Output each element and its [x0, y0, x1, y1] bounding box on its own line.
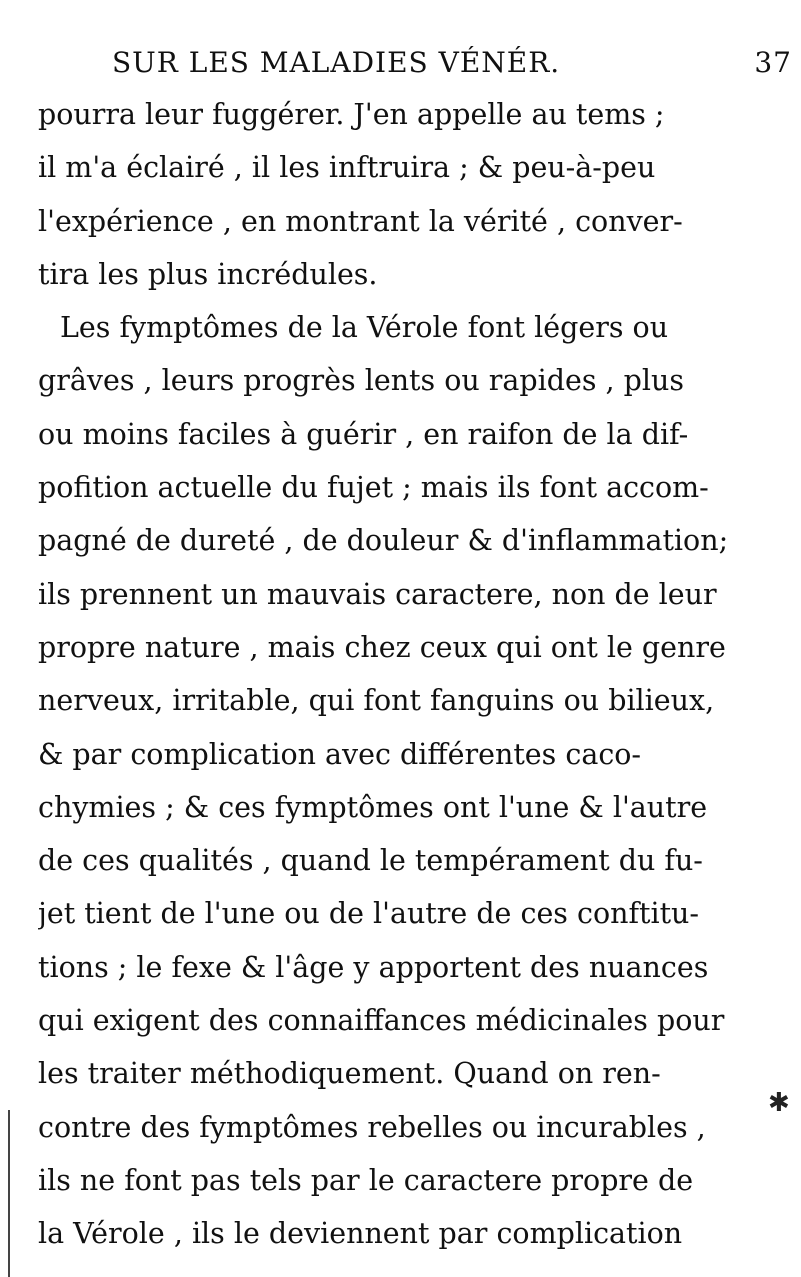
- text-line: les traiter méthodiquement. Quand on ren-: [38, 1057, 661, 1091]
- running-head: [112, 46, 792, 79]
- text-line: pourra leur fuggérer. J'en appelle au tems ;: [38, 98, 665, 131]
- text-line: tions ; le fexe & l'âge y apportent des nuances: [38, 950, 709, 984]
- text-line: l'expérience , en montrant la vérité , conver-: [38, 204, 683, 238]
- text-line: grâves , leurs progrès lents ou rapides , plus: [38, 364, 684, 398]
- text-line: de ces qualités , quand le tempérament du fu-: [38, 844, 703, 878]
- text-line: propre nature , mais chez ceux qui ont le genre: [38, 630, 726, 664]
- page-number: 37: [754, 46, 792, 79]
- body-text: [38, 88, 788, 1261]
- binding-edge-divider: [8, 1110, 10, 1277]
- text-line: contre des fymptômes rebelles ou incurables ,: [38, 1110, 706, 1144]
- text-line: ils prennent un mauvais caractere, non de leur: [38, 577, 717, 611]
- text-line: pofition actuelle du fujet ; mais ils font accom-: [38, 471, 709, 505]
- text-line: nerveux, irritable, qui font fanguins ou bilieux,: [38, 684, 715, 718]
- text-line: ils ne font pas tels par le caractere propre de: [38, 1163, 694, 1197]
- running-title: SUR LES MALADIES VÉNÉR.: [112, 46, 561, 79]
- paragraph-start-line: Les fymptômes de la Vérole font légers ou: [60, 311, 669, 345]
- text-line: chymies ; & ces fymptômes ont l'une & l'autre: [38, 790, 708, 824]
- text-line: ou moins faciles à guérir , en raifon de la dif-: [38, 417, 689, 451]
- text-line: tira les plus incrédules.: [38, 257, 378, 291]
- text-line: & par complication avec différentes caco-: [38, 737, 642, 771]
- text-line: il m'a éclairé , il les inftruira ; & peu-à-peu: [38, 151, 656, 185]
- text-line: jet tient de l'une ou de l'autre de ces conftitu-: [38, 897, 700, 931]
- text-line: qui exigent des connaiffances médicinales pour: [38, 1004, 725, 1038]
- text-line: pagné de dureté , de douleur & d'inflammation;: [38, 524, 729, 558]
- margin-mark-icon: ✱: [768, 1088, 790, 1118]
- text-line: la Vérole , ils le deviennent par complication: [38, 1217, 683, 1251]
